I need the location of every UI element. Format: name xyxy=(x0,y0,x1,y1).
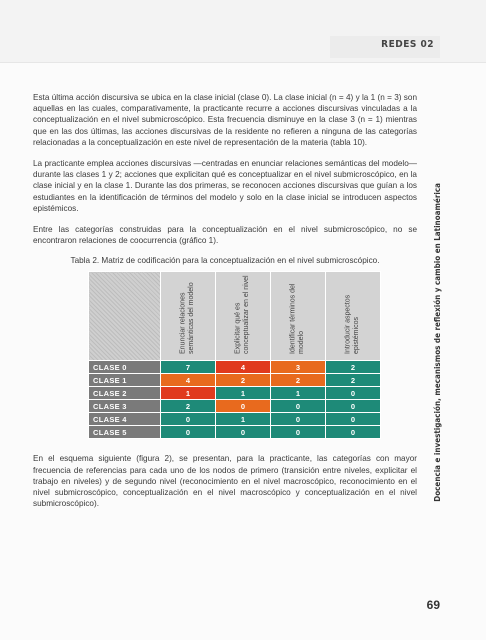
matrix-cell: 2 xyxy=(161,400,216,413)
coding-matrix xyxy=(88,271,380,439)
matrix-cell: 2 xyxy=(271,374,326,387)
matrix-cell: 0 xyxy=(216,426,271,439)
row-label: CLASE 0 xyxy=(89,361,161,374)
main-content xyxy=(33,92,417,519)
matrix-cell: 0 xyxy=(326,400,381,413)
matrix-cell: 1 xyxy=(271,387,326,400)
matrix-cell: 0 xyxy=(271,426,326,439)
paragraph-4: En el esquema siguiente (figura 2), se presentan, para la practicante, las categorías con mayor frecuencia de referencias para cada uno de los nodos de primero (transición entre niveles, explicitar el trabajo en niveles) y de segundo nivel (reconocimiento en el nivel macroscópico, reconocimiento en el nivel submicroscópico, conceptualización en el nivel macroscópico y conceptualización en el nivel submicroscópico). xyxy=(33,454,417,509)
matrix-cell: 7 xyxy=(161,361,216,374)
table-row xyxy=(89,413,381,426)
paragraph-1: Esta última acción discursiva se ubica en la clase inicial (clase 0). La clase inicial (n = 4) y la 1 (n = 3) son aquellas en las cuales, comparativamente, la practicante recurre a acciones discursivas vinculadas a la conceptualización en el nivel submicroscópico. Esta frecuencia disminuye en la clase 3 (n = 1) mientras que en las dos últimas, las acciones discursivas de la residente no refieren a ninguna de las categorías relacionadas a la conceptualización en este nivel de representación de la materia (tabla 10). xyxy=(33,93,417,147)
column-header: Introducir aspectos epistémicos xyxy=(326,272,381,361)
table-caption: Tabla 2. Matriz de codificación para la conceptualización en el nivel submicroscópico. xyxy=(70,256,380,266)
table-row xyxy=(89,374,381,387)
column-header: Identificar términos del modelo xyxy=(271,272,326,361)
matrix-cell: 0 xyxy=(326,426,381,439)
column-header: Explicitar qué es conceptualizar en el nivel xyxy=(216,272,271,361)
column-header: Enunciar relaciones semánticas del modelo xyxy=(161,272,216,361)
matrix-cell: 0 xyxy=(326,413,381,426)
running-head: REDES 02 xyxy=(381,39,434,50)
side-running-text: Docencia e investigación, mecanismos de reflexión y cambio en Latinoamérica xyxy=(433,183,442,502)
table-header-row xyxy=(89,272,381,361)
table-corner xyxy=(89,272,161,361)
coding-matrix-table xyxy=(88,271,381,439)
table-row xyxy=(89,426,381,439)
matrix-cell: 2 xyxy=(216,374,271,387)
row-label: CLASE 4 xyxy=(89,413,161,426)
matrix-cell: 3 xyxy=(271,361,326,374)
matrix-cell: 0 xyxy=(326,387,381,400)
row-label: CLASE 3 xyxy=(89,400,161,413)
table-row xyxy=(89,361,381,374)
matrix-cell: 4 xyxy=(161,374,216,387)
matrix-cell: 4 xyxy=(216,361,271,374)
row-label: CLASE 1 xyxy=(89,374,161,387)
matrix-cell: 0 xyxy=(271,400,326,413)
matrix-cell: 0 xyxy=(161,413,216,426)
row-label: CLASE 5 xyxy=(89,426,161,439)
matrix-cell: 1 xyxy=(216,387,271,400)
matrix-cell: 2 xyxy=(326,374,381,387)
matrix-cell: 0 xyxy=(271,413,326,426)
matrix-cell: 1 xyxy=(161,387,216,400)
paragraph-3: Entre las categorías construidas para la conceptualización en el nivel submicroscópico, no se encontraron relaciones de coocurrencia (gráfico 1). xyxy=(33,225,417,246)
row-label: CLASE 2 xyxy=(89,387,161,400)
matrix-cell: 2 xyxy=(326,361,381,374)
table-row xyxy=(89,400,381,413)
matrix-cell: 1 xyxy=(216,413,271,426)
table-row xyxy=(89,387,381,400)
matrix-cell: 0 xyxy=(216,400,271,413)
page-number: 69 xyxy=(426,598,440,612)
matrix-cell: 0 xyxy=(161,426,216,439)
paragraph-2: La practicante emplea acciones discursivas —centradas en enunciar relaciones semánticas del modelo— durante las clases 1 y 2; acciones que explicitan qué es conceptualizar en el nivel submicroscópico, en la clase inicial y en la clase 1. Durante las dos primeras, se reconocen acciones discursivas que guían a los estudiantes en la identificación de términos del modelo y solo en la clase inicial se introducen aspectos epistémicos. xyxy=(33,159,417,213)
